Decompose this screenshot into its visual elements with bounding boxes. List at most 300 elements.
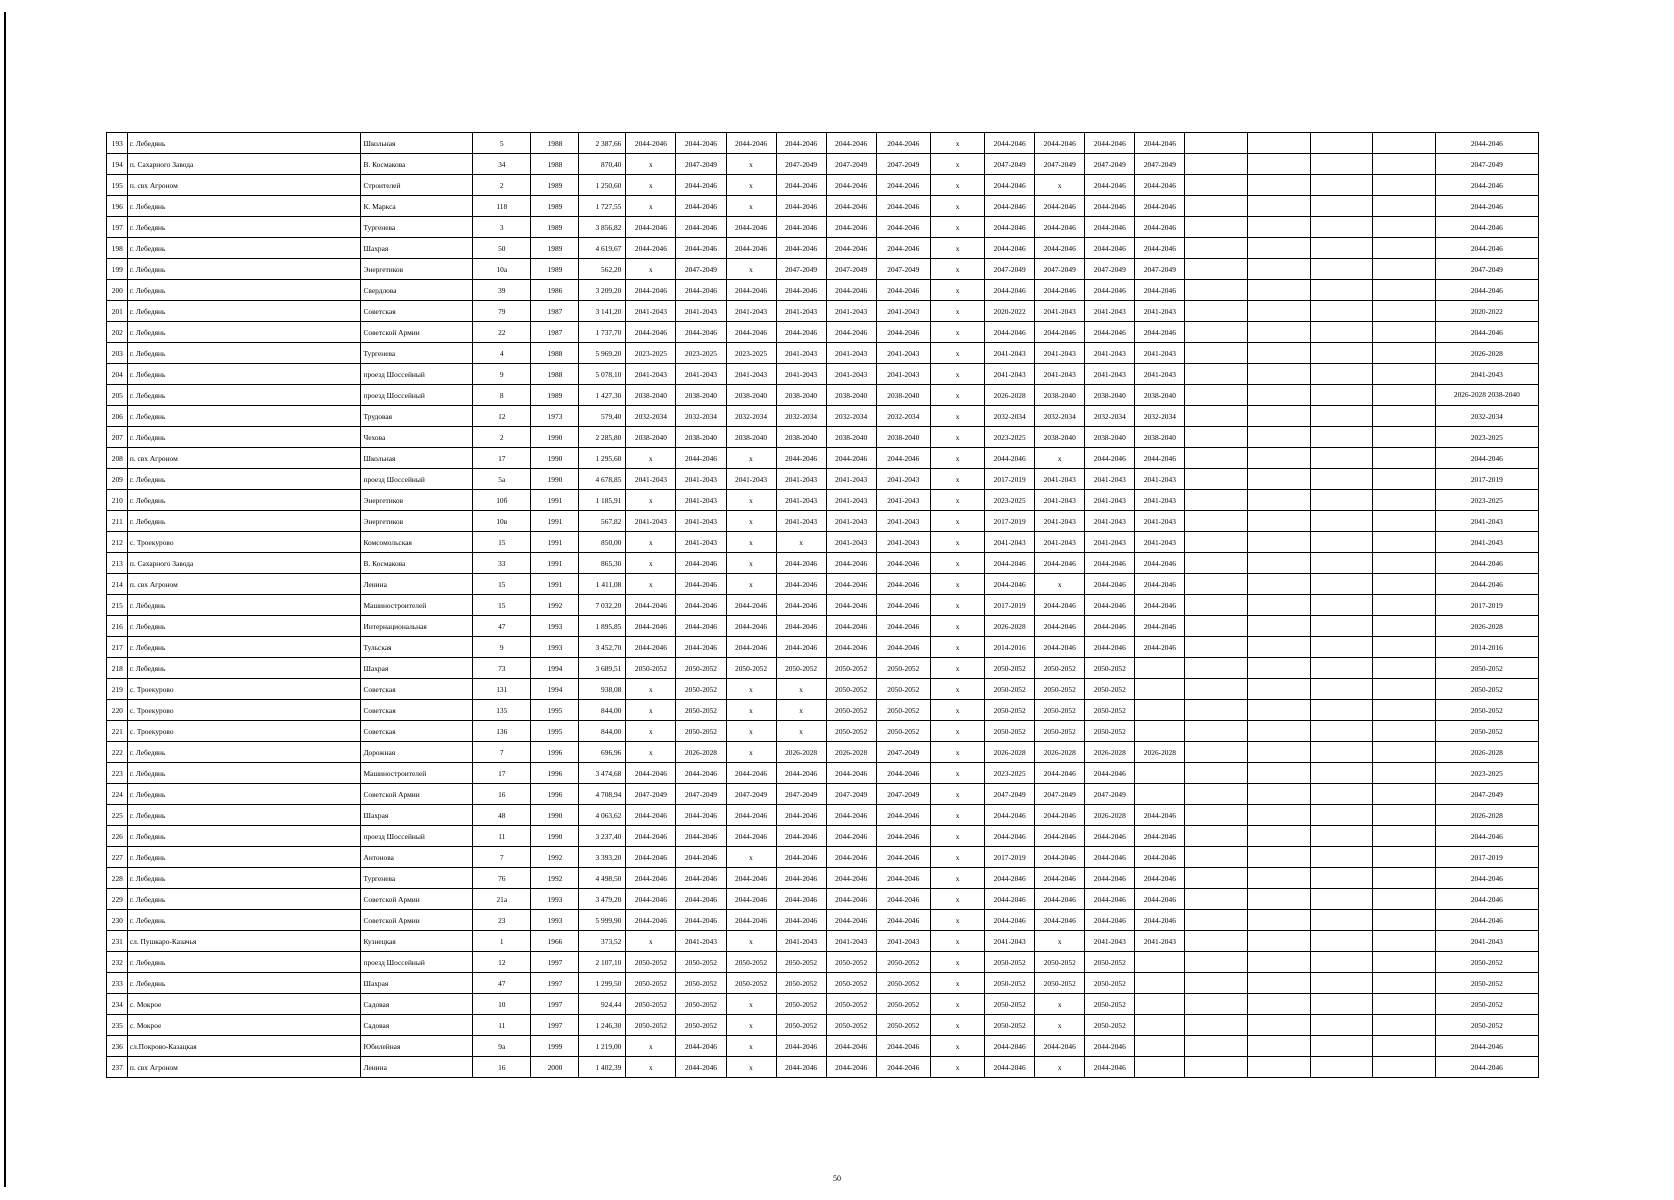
cell-planned-period: 2050-2052 [1435,973,1538,994]
cell-area: 5 078,10 [579,364,626,385]
cell-period-8: 2050-2052 [985,994,1035,1015]
cell-period-1: х [626,448,676,469]
cell-period-10: 2044-2046 [1085,175,1135,196]
cell-period-4: 2044-2046 [776,1057,826,1078]
cell-period-11: 2044-2046 [1135,847,1185,868]
cell-extra-2 [1247,1015,1310,1036]
cell-period-8: 2044-2046 [985,910,1035,931]
cell-extra-2 [1247,448,1310,469]
cell-planned-period: 2026-2028 [1435,805,1538,826]
cell-row-number: 193 [107,133,128,154]
cell-period-2: 2044-2046 [676,763,726,784]
cell-row-number: 218 [107,658,128,679]
cell-extra-1 [1185,679,1248,700]
cell-period-2: 2041-2043 [676,511,726,532]
cell-settlement: с. Мокрое [127,994,361,1015]
cell-period-3: 2044-2046 [726,217,776,238]
cell-period-3: 2044-2046 [726,910,776,931]
cell-year-built: 1993 [531,910,579,931]
cell-period-1: 2050-2052 [626,952,676,973]
cell-period-4: 2044-2046 [776,868,826,889]
cell-period-7: х [930,364,984,385]
cell-period-10: 2026-2028 [1085,805,1135,826]
cell-period-3: х [726,847,776,868]
cell-settlement: г. Лебедянь [127,490,361,511]
cell-period-11: 2044-2046 [1135,826,1185,847]
cell-row-number: 226 [107,826,128,847]
cell-extra-4 [1373,784,1436,805]
cell-period-10: 2044-2046 [1085,133,1135,154]
cell-period-9: 2050-2052 [1035,700,1085,721]
cell-planned-period: 2044-2046 [1435,889,1538,910]
cell-period-10: 2050-2052 [1085,658,1135,679]
cell-year-built: 1997 [531,994,579,1015]
cell-settlement: г. Лебедянь [127,742,361,763]
cell-street: Машиностроителей [361,763,473,784]
cell-extra-4 [1373,553,1436,574]
cell-settlement: г. Лебедянь [127,280,361,301]
cell-extra-3 [1310,238,1373,259]
cell-period-7: х [930,910,984,931]
cell-period-3: 2044-2046 [726,889,776,910]
cell-period-6: 2044-2046 [876,1057,930,1078]
cell-period-8: 2044-2046 [985,1036,1035,1057]
table-row [107,742,1539,763]
cell-period-6: 2044-2046 [876,280,930,301]
cell-street: Шахрая [361,238,473,259]
cell-year-built: 1992 [531,868,579,889]
cell-extra-2 [1247,805,1310,826]
cell-extra-3 [1310,490,1373,511]
cell-house-number: 10 [473,994,531,1015]
cell-extra-1 [1185,952,1248,973]
cell-period-8: 2017-2019 [985,511,1035,532]
cell-settlement: г. Лебедянь [127,847,361,868]
cell-period-7: х [930,931,984,952]
cell-period-2: 2050-2052 [676,973,726,994]
cell-period-3: 2044-2046 [726,826,776,847]
table-row [107,973,1539,994]
cell-area: 3 141,20 [579,301,626,322]
cell-period-11: 2041-2043 [1135,931,1185,952]
cell-period-4: 2044-2046 [776,238,826,259]
cell-period-1: х [626,490,676,511]
cell-extra-2 [1247,931,1310,952]
cell-period-1: 2050-2052 [626,658,676,679]
cell-extra-2 [1247,280,1310,301]
cell-planned-period: 2044-2046 [1435,175,1538,196]
cell-period-9: х [1035,994,1085,1015]
cell-period-6: 2041-2043 [876,343,930,364]
cell-period-11: 2044-2046 [1135,280,1185,301]
cell-period-5: 2044-2046 [826,574,876,595]
cell-house-number: 1 [473,931,531,952]
cell-extra-4 [1373,532,1436,553]
cell-extra-4 [1373,847,1436,868]
cell-period-7: х [930,1015,984,1036]
cell-area: 567,82 [579,511,626,532]
cell-period-6: 2050-2052 [876,658,930,679]
cell-period-4: 2041-2043 [776,511,826,532]
cell-year-built: 1989 [531,385,579,406]
cell-period-6: 2041-2043 [876,532,930,553]
cell-period-5: 2044-2046 [826,763,876,784]
cell-settlement: г. Лебедянь [127,217,361,238]
cell-settlement: г. Лебедянь [127,868,361,889]
cell-year-built: 1966 [531,931,579,952]
cell-period-1: 2041-2043 [626,469,676,490]
cell-period-5: 2041-2043 [826,490,876,511]
cell-period-11: 2044-2046 [1135,637,1185,658]
cell-extra-3 [1310,931,1373,952]
cell-period-8: 2050-2052 [985,658,1035,679]
cell-settlement: сл.Покрово-Казацкая [127,1036,361,1057]
table-row [107,175,1539,196]
cell-period-8: 2026-2028 [985,616,1035,637]
cell-period-3: х [726,532,776,553]
cell-extra-3 [1310,511,1373,532]
cell-period-9: 2038-2040 [1035,385,1085,406]
cell-period-6: 2041-2043 [876,511,930,532]
cell-year-built: 1992 [531,595,579,616]
cell-period-5: 2044-2046 [826,847,876,868]
cell-settlement: г. Лебедянь [127,763,361,784]
cell-period-2: 2044-2046 [676,868,726,889]
cell-period-4: 2044-2046 [776,574,826,595]
table-row [107,364,1539,385]
cell-period-7: х [930,448,984,469]
cell-extra-1 [1185,175,1248,196]
table-body [107,133,1539,1078]
cell-period-8: 2050-2052 [985,952,1035,973]
cell-row-number: 217 [107,637,128,658]
cell-period-8: 2044-2046 [985,133,1035,154]
cell-year-built: 1986 [531,280,579,301]
cell-period-8: 2017-2019 [985,595,1035,616]
cell-period-5: 2041-2043 [826,931,876,952]
cell-period-2: 2044-2046 [676,616,726,637]
cell-period-3: 2044-2046 [726,280,776,301]
cell-period-2: 2041-2043 [676,490,726,511]
cell-house-number: 47 [473,973,531,994]
cell-planned-period: 2017-2019 [1435,847,1538,868]
cell-period-5: 2050-2052 [826,721,876,742]
cell-planned-period: 2023-2025 [1435,490,1538,511]
cell-house-number: 33 [473,553,531,574]
cell-extra-4 [1373,574,1436,595]
cell-period-5: 2050-2052 [826,952,876,973]
cell-extra-4 [1373,448,1436,469]
cell-period-10: 2044-2046 [1085,826,1135,847]
cell-period-7: х [930,595,984,616]
cell-year-built: 1988 [531,343,579,364]
cell-street: Машиностроителей [361,595,473,616]
cell-period-10: 2050-2052 [1085,952,1135,973]
cell-period-7: х [930,280,984,301]
cell-area: 1 411,08 [579,574,626,595]
cell-period-9: 2044-2046 [1035,238,1085,259]
cell-planned-period: 2044-2046 [1435,238,1538,259]
cell-extra-3 [1310,427,1373,448]
cell-street: Ленина [361,1057,473,1078]
cell-extra-2 [1247,406,1310,427]
cell-period-11: 2041-2043 [1135,511,1185,532]
cell-extra-3 [1310,868,1373,889]
cell-period-2: 2044-2046 [676,889,726,910]
cell-extra-3 [1310,469,1373,490]
cell-period-11: 2044-2046 [1135,196,1185,217]
cell-period-5: 2050-2052 [826,973,876,994]
cell-extra-4 [1373,217,1436,238]
table-row [107,868,1539,889]
cell-period-7: х [930,343,984,364]
cell-period-6: 2050-2052 [876,679,930,700]
cell-row-number: 227 [107,847,128,868]
cell-period-6: 2044-2046 [876,322,930,343]
cell-period-4: 2047-2049 [776,259,826,280]
cell-period-3: 2038-2040 [726,427,776,448]
cell-period-1: 2044-2046 [626,595,676,616]
cell-extra-4 [1373,994,1436,1015]
cell-year-built: 1991 [531,553,579,574]
cell-extra-3 [1310,847,1373,868]
cell-extra-3 [1310,1057,1373,1078]
cell-period-6: 2050-2052 [876,721,930,742]
cell-row-number: 236 [107,1036,128,1057]
cell-row-number: 210 [107,490,128,511]
cell-period-5: 2041-2043 [826,511,876,532]
cell-year-built: 1990 [531,805,579,826]
cell-year-built: 1995 [531,700,579,721]
cell-extra-1 [1185,154,1248,175]
cell-period-3: х [726,574,776,595]
cell-house-number: 118 [473,196,531,217]
cell-period-11 [1135,952,1185,973]
cell-planned-period: 2023-2025 [1435,763,1538,784]
cell-row-number: 212 [107,532,128,553]
cell-period-1: х [626,154,676,175]
cell-street: Советской Армии [361,910,473,931]
cell-period-11: 2047-2049 [1135,259,1185,280]
cell-area: 4 498,50 [579,868,626,889]
cell-period-11: 2044-2046 [1135,805,1185,826]
cell-area: 1 246,30 [579,1015,626,1036]
cell-period-7: х [930,700,984,721]
cell-period-4: 2032-2034 [776,406,826,427]
cell-extra-2 [1247,742,1310,763]
cell-period-8: 2044-2046 [985,826,1035,847]
cell-period-9: 2044-2046 [1035,217,1085,238]
cell-period-7: х [930,847,984,868]
cell-row-number: 207 [107,427,128,448]
cell-period-1: 2044-2046 [626,910,676,931]
cell-house-number: 15 [473,532,531,553]
cell-period-10: 2041-2043 [1085,490,1135,511]
cell-extra-2 [1247,952,1310,973]
cell-period-7: х [930,1057,984,1078]
cell-period-1: 2038-2040 [626,385,676,406]
cell-period-6: 2044-2046 [876,175,930,196]
cell-period-11: 2044-2046 [1135,616,1185,637]
cell-extra-3 [1310,301,1373,322]
cell-extra-1 [1185,994,1248,1015]
cell-extra-4 [1373,259,1436,280]
cell-period-9: 2041-2043 [1035,301,1085,322]
cell-extra-4 [1373,343,1436,364]
cell-area: 1 185,91 [579,490,626,511]
cell-area: 1 402,39 [579,1057,626,1078]
cell-row-number: 230 [107,910,128,931]
cell-extra-4 [1373,826,1436,847]
cell-period-3: 2044-2046 [726,763,776,784]
cell-extra-2 [1247,574,1310,595]
cell-extra-4 [1373,175,1436,196]
table-row [107,847,1539,868]
cell-period-11: 2041-2043 [1135,532,1185,553]
cell-house-number: 131 [473,679,531,700]
cell-period-10: 2026-2028 [1085,742,1135,763]
cell-period-5: 2038-2040 [826,427,876,448]
cell-extra-1 [1185,301,1248,322]
cell-extra-1 [1185,217,1248,238]
cell-extra-4 [1373,511,1436,532]
cell-extra-3 [1310,385,1373,406]
cell-extra-2 [1247,553,1310,574]
cell-extra-3 [1310,259,1373,280]
cell-year-built: 1994 [531,679,579,700]
cell-extra-2 [1247,154,1310,175]
cell-planned-period: 2041-2043 [1435,364,1538,385]
cell-street: Советская [361,721,473,742]
cell-period-9: 2044-2046 [1035,889,1085,910]
cell-street: Садовая [361,1015,473,1036]
cell-period-5: 2044-2046 [826,553,876,574]
cell-street: Тульская [361,637,473,658]
cell-extra-2 [1247,385,1310,406]
cell-street: проезд Шоссейный [361,469,473,490]
cell-period-2: 2050-2052 [676,658,726,679]
cell-period-7: х [930,868,984,889]
cell-period-8: 2044-2046 [985,448,1035,469]
cell-period-10: 2044-2046 [1085,196,1135,217]
cell-area: 1 737,70 [579,322,626,343]
cell-period-2: 2044-2046 [676,322,726,343]
cell-settlement: г. Лебедянь [127,385,361,406]
cell-period-10: 2044-2046 [1085,280,1135,301]
cell-street: Советской Армии [361,889,473,910]
cell-settlement: п. свх Агроном [127,1057,361,1078]
cell-extra-1 [1185,553,1248,574]
cell-area: 4 619,67 [579,238,626,259]
cell-period-2: 2050-2052 [676,1015,726,1036]
cell-planned-period: 2026-2028 [1435,343,1538,364]
cell-year-built: 1995 [531,721,579,742]
cell-period-10: 2044-2046 [1085,889,1135,910]
cell-extra-1 [1185,595,1248,616]
cell-period-9: 2044-2046 [1035,595,1085,616]
cell-street: Юбилейная [361,1036,473,1057]
cell-extra-3 [1310,994,1373,1015]
cell-period-4: 2041-2043 [776,343,826,364]
cell-period-11: 2044-2046 [1135,133,1185,154]
cell-period-6: 2044-2046 [876,574,930,595]
cell-period-4: х [776,679,826,700]
cell-period-3: х [726,679,776,700]
cell-planned-period: 2044-2046 [1435,826,1538,847]
cell-period-4: 2044-2046 [776,847,826,868]
table-row [107,322,1539,343]
cell-period-7: х [930,154,984,175]
cell-period-5: 2047-2049 [826,784,876,805]
cell-house-number: 79 [473,301,531,322]
cell-year-built: 1994 [531,658,579,679]
cell-period-8: 2044-2046 [985,322,1035,343]
cell-settlement: с. Троекурово [127,700,361,721]
cell-period-7: х [930,994,984,1015]
cell-period-8: 2044-2046 [985,553,1035,574]
cell-period-7: х [930,973,984,994]
cell-year-built: 1993 [531,637,579,658]
cell-period-4: 2038-2040 [776,385,826,406]
cell-extra-3 [1310,826,1373,847]
cell-planned-period: 2050-2052 [1435,700,1538,721]
cell-extra-2 [1247,343,1310,364]
cell-extra-1 [1185,973,1248,994]
cell-period-4: 2044-2046 [776,616,826,637]
cell-period-9: 2044-2046 [1035,196,1085,217]
cell-house-number: 12 [473,952,531,973]
cell-period-6: 2044-2046 [876,217,930,238]
cell-period-7: х [930,1036,984,1057]
cell-extra-2 [1247,868,1310,889]
cell-period-2: 2044-2046 [676,847,726,868]
cell-extra-1 [1185,1036,1248,1057]
cell-period-7: х [930,616,984,637]
cell-period-7: х [930,553,984,574]
cell-house-number: 16 [473,784,531,805]
cell-planned-period: 2050-2052 [1435,721,1538,742]
table-row [107,658,1539,679]
cell-period-10: 2044-2046 [1085,553,1135,574]
table-row [107,553,1539,574]
cell-period-11 [1135,1015,1185,1036]
cell-street: Комсомольская [361,532,473,553]
cell-house-number: 8 [473,385,531,406]
cell-settlement: г. Лебедянь [127,406,361,427]
table-row [107,700,1539,721]
cell-area: 2 285,80 [579,427,626,448]
cell-period-4: 2044-2046 [776,805,826,826]
cell-period-8: 2044-2046 [985,175,1035,196]
cell-extra-3 [1310,322,1373,343]
cell-extra-2 [1247,784,1310,805]
cell-settlement: г. Лебедянь [127,511,361,532]
cell-period-11: 2044-2046 [1135,595,1185,616]
cell-planned-period: 2044-2046 [1435,322,1538,343]
binding-margin-line [4,12,6,1187]
cell-street: Интернациональная [361,616,473,637]
cell-period-3: 2044-2046 [726,595,776,616]
cell-street: Шахрая [361,973,473,994]
cell-row-number: 208 [107,448,128,469]
cell-extra-2 [1247,532,1310,553]
cell-period-3: х [726,553,776,574]
cell-settlement: г. Лебедянь [127,889,361,910]
cell-period-7: х [930,826,984,847]
cell-period-7: х [930,721,984,742]
cell-period-7: х [930,763,984,784]
cell-period-3: 2044-2046 [726,805,776,826]
